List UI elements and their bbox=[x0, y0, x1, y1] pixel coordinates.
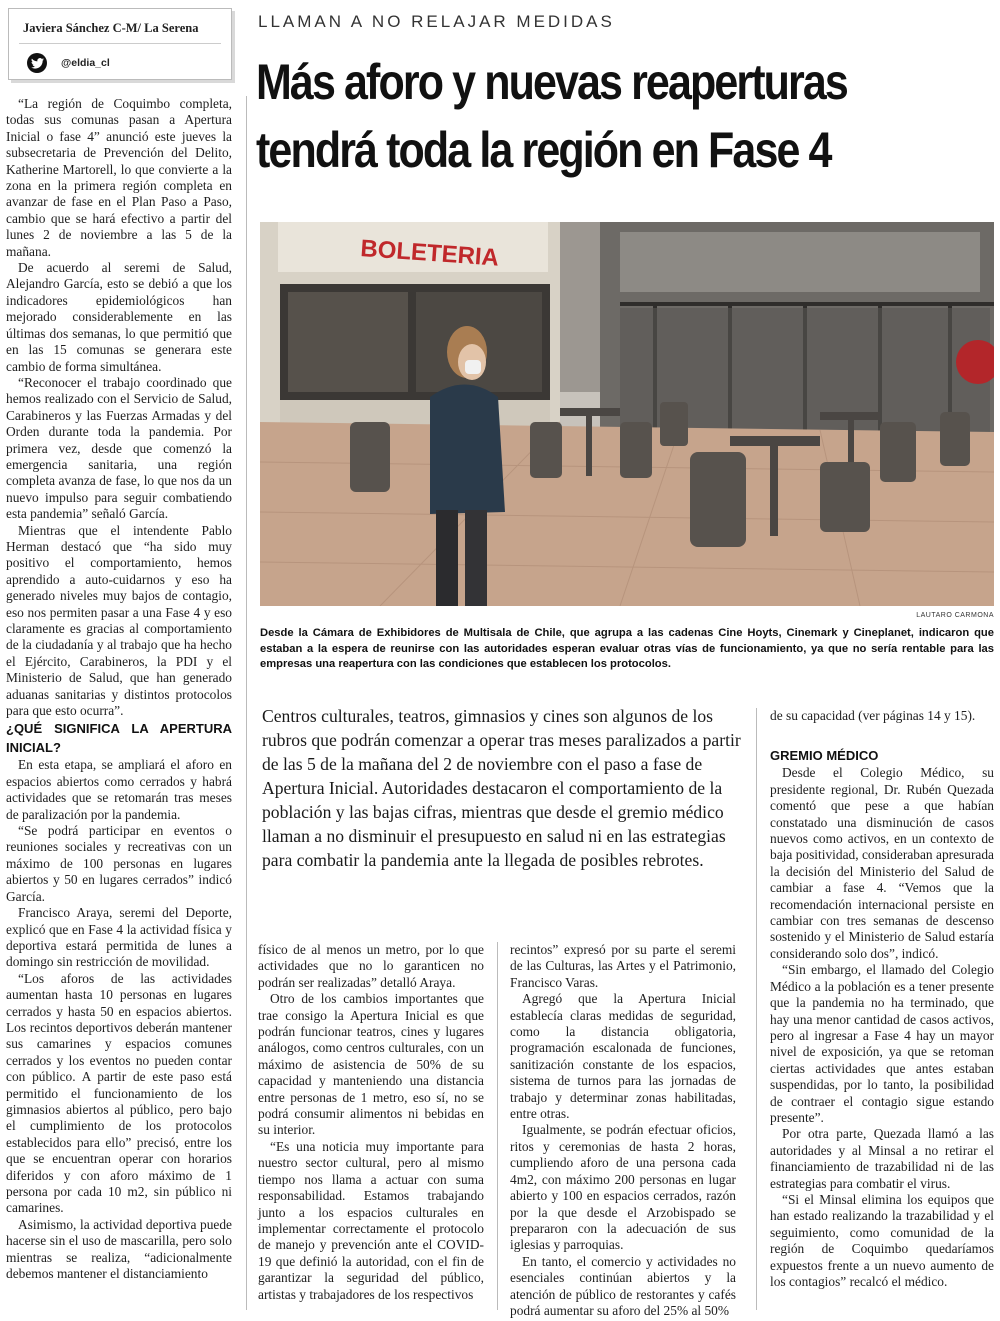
paragraph: Otro de los cambios importantes que trae consigo la Apertura Inicial es que podrán funcionar teatros, cines y lugares análogos, como centros culturales, con un máximo de asistencia de 50% de su capacidad y manteniendo una distancia entre personas de 1 metro, eso sí, no se podrá consumir alimentos ni bebidas en su interior. bbox=[258, 991, 484, 1138]
cinema-lobby-scene bbox=[260, 222, 994, 606]
twitter-bird-icon[interactable] bbox=[27, 53, 47, 73]
twitter-handle[interactable]: @eldia_cl bbox=[61, 57, 110, 69]
paragraph: Agregó que la Apertura Inicial establecía claras medidas de seguridad, como la distancia obligatoria, programación escalonada de funciones, sanitización constante de los espacios, sistema de turnos para las jornadas de trabajo y determinar zonas habilitadas, entre otras. bbox=[510, 991, 736, 1122]
headline bbox=[256, 48, 892, 184]
paragraph: “Si el Minsal elimina los equipos que han estado realizando la trazabilidad y el seguimiento, como comunidad de la región de Coquimbo quedaríamos expuestos frente a un nuevo aumento de los contagios” recalcó el médico. bbox=[770, 1191, 994, 1289]
lead-paragraph: Centros culturales, teatros, gimnasios y cines son algunos de los rubros que podrán comenzar a operar tras meses paralizados a partir de las 5 de la mañana del 2 de noviembre con el paso a fase de Apertura Inicial. Autoridades destacaron el comportamiento de la población y las bajas cifras, mientras que desde el gremio médico llaman a no disminuir el presupuesto en salud ni en las estrategias para combatir la pandemia ante la llegada de posibles rebrotes. bbox=[262, 706, 741, 870]
paragraph: Asimismo, la actividad deportiva puede hacerse sin el uso de mascarilla, pero solo mientras se realiza, “adicionalmente debemos mantener el distanciamiento bbox=[6, 1216, 232, 1282]
paragraph: “Sin embargo, el llamado del Colegio Médico a la población es a tener presente que la pandemia no ha terminado, que hay una menor cantidad de casos activos, pero al ingresar a Fase 4 hay un mayor nivel de exposición, ya que se retoman ciertas actividades que antes estaban suspendidas, por lo tanto, la posibilidad de contraer el contagio sigue estando presente”. bbox=[770, 962, 994, 1125]
column-divider bbox=[246, 96, 247, 1310]
paragraph: En esta etapa, se ampliará el aforo en espacios abiertos como cerrados y habrá actividades que se retomarán tras meses de paralización por la pandemia. bbox=[6, 757, 232, 822]
article-column-2 bbox=[258, 942, 484, 1303]
paragraph: “Es una noticia muy importante para nuestro sector cultural, pero al mismo tiempo nos llama a actuar con suma responsabilidad. Estamos trabajando junto a los espacios culturales en implementar correctamente el protocolo de manejo y prevención ante el COVID-19 que definió la autoridad, con el fin de garantizar la seguridad del público, artistas y trabajadores de los respectivos bbox=[258, 1138, 484, 1302]
headline-line-2: tendrá toda la región en Fase 4 bbox=[256, 122, 831, 178]
byline-author: Javiera Sánchez C-M/ La Serena bbox=[23, 21, 199, 35]
paragraph: De acuerdo al seremi de Salud, Alejandro García, esto se debió a que los indicadores epidemiológicos han mejorado considerablemente en las últimas dos semanas, lo que permitió que en las 15 comunas se generara este cambio de forma simultánea. bbox=[6, 260, 232, 374]
article-column-1 bbox=[6, 96, 232, 1282]
paragraph: Por otra parte, Quezada llamó a las autoridades y al Minsal a no retirar el financiamiento de trazabilidad ni de las estrategias para combatir el virus. bbox=[770, 1126, 994, 1191]
paragraph: “Se podrá participar en eventos o reuniones sociales y recreativas con un máximo de 100 personas en lugares abiertos y 50 en lugares cerrados” indicó García. bbox=[6, 823, 232, 904]
paragraph: recintos” expresó por su parte el seremi de las Culturas, las Artes y el Patrimonio, Francisco Varas. bbox=[510, 942, 736, 990]
paragraph: Igualmente, se podrán efectuar oficios, ritos y ceremonias de hasta 2 horas, cumpliendo aforo de una persona cada 4m2, con máximo 200 personas en lugar abierto y 100 en espacios cerrados, razón por la que desde el Arzobispado se prepararon con la adecuación de sus iglesias y parroquias. bbox=[510, 1122, 736, 1253]
paragraph: de su capacidad (ver páginas 14 y 15). bbox=[770, 708, 976, 723]
kicker: LLAMAN A NO RELAJAR MEDIDAS bbox=[258, 12, 615, 31]
photo-caption: Desde la Cámara de Exhibidores de Multisala de Chile, que agrupa a las cadenas Cine Hoyts, Cinemark y Cineplanet, indicaron que estaban a la espera de reunirse con las autoridades esperan evaluar otras vías de funcionamiento, ya que no sería rentable para las empresas una reapertura con las condiciones que establecen los protocolos. bbox=[260, 627, 994, 670]
paragraph: “Los aforos de las actividades aumentan hasta 10 personas en lugares cerrados y hasta 50 en espacios abiertos. Los recintos deportivos deberán mantener sus camarines y espacios comunes cerrados y los eventos no pueden contar con público. A partir de este paso está permitido el funcionamiento de los gimnasios abiertos al público, pero bajo el cumplimiento de los protocolos establecidos para ello” precisó, entre los que se encuentran operar con horarios diferidos y con aforo máximo de 1 persona por cada 10 m2, sin público ni camarines. bbox=[6, 970, 232, 1216]
paragraph: En tanto, el comercio y actividades no esenciales continúan abiertos y la atención de público de restorantes y cafés podrá aumentar su aforo del 25% al 50% bbox=[510, 1253, 736, 1318]
paragraph: Francisco Araya, seremi del Deporte, explicó que en Fase 4 la actividad física y deportiva estará permitida de lunes a domingo sin restricción de movilidad. bbox=[6, 905, 232, 970]
article-column-4 bbox=[770, 708, 994, 1290]
column-divider bbox=[756, 708, 757, 1310]
photo-credit: LAUTARO CARMONA bbox=[916, 612, 994, 619]
news-photo bbox=[260, 222, 994, 606]
article-column-3 bbox=[510, 942, 736, 1319]
paragraph: “Reconocer el trabajo coordinado que hemos realizado con el Servicio de Salud, Carabineros y las Fuerzas Armadas y del Orden durante toda la pandemia. Por primera vez, desde que comenzó la emergencia sanitaria, una región completa avanza de fase, lo que nos da un nuevo impulso para seguir combatiendo esta pandemia” señaló García. bbox=[6, 374, 232, 522]
paragraph: Desde el Colegio Médico, su presidente regional, Dr. Rubén Quezada comentó que pese a que habían constatado una disminución de casos nuevos como activos, en un contexto de baja positividad, consideraban apresurada la decisión del Ministerio del Salud de cambiar a fase 4. “Vemos que la recomendación internacional persiste en cambiar con tres semanas de descenso sostenido y el Ministerio de Salud estaría considerando solo dos”, indicó. bbox=[770, 765, 994, 961]
byline-box bbox=[8, 8, 232, 80]
column-divider bbox=[497, 942, 498, 1310]
boleteria-sign: BOLETERIA bbox=[359, 235, 500, 272]
paragraph: “La región de Coquimbo completa, todas sus comunas pasan a Apertura Inicial o fase 4” anunció este jueves la subsecretaria de Prevención del Delito, Katherine Martorell, lo que convierte a la zona en la primera región completa en avanzar de fase en el Plan Paso a Paso, cambio que se hará efectivo a partir del lunes 2 de noviembre a las 5 de la mañana. bbox=[6, 96, 232, 259]
paragraph: físico de al menos un metro, por lo que actividades que no lo garanticen no podrán ser realizadas” detalló Araya. bbox=[258, 942, 484, 990]
subhead-gremio-medico: GREMIO MÉDICO bbox=[770, 748, 879, 764]
subhead-apertura-inicial: ¿QUÉ SIGNIFICA LA APERTURA INICIAL? bbox=[6, 721, 232, 756]
byline-divider bbox=[19, 43, 221, 44]
headline-line-1: Más aforo y nuevas reaperturas bbox=[256, 54, 847, 110]
paragraph: Mientras que el intendente Pablo Herman destacó que “ha sido muy positivo el comportamiento, hemos aprendido a auto-cuidarnos y eso ha generado niveles muy bajos de contagio, eso nos permiten pasar a una Fase 4 y eso claramente es gracias al comportamiento de la ciudadanía y al trabajo que ha hecho el Ejército, Carabineros, la PDI y el Ministerio de Salud, que han generado aduanas sanitarias y distintos protocolos para que esto ocurra”. bbox=[6, 522, 232, 719]
